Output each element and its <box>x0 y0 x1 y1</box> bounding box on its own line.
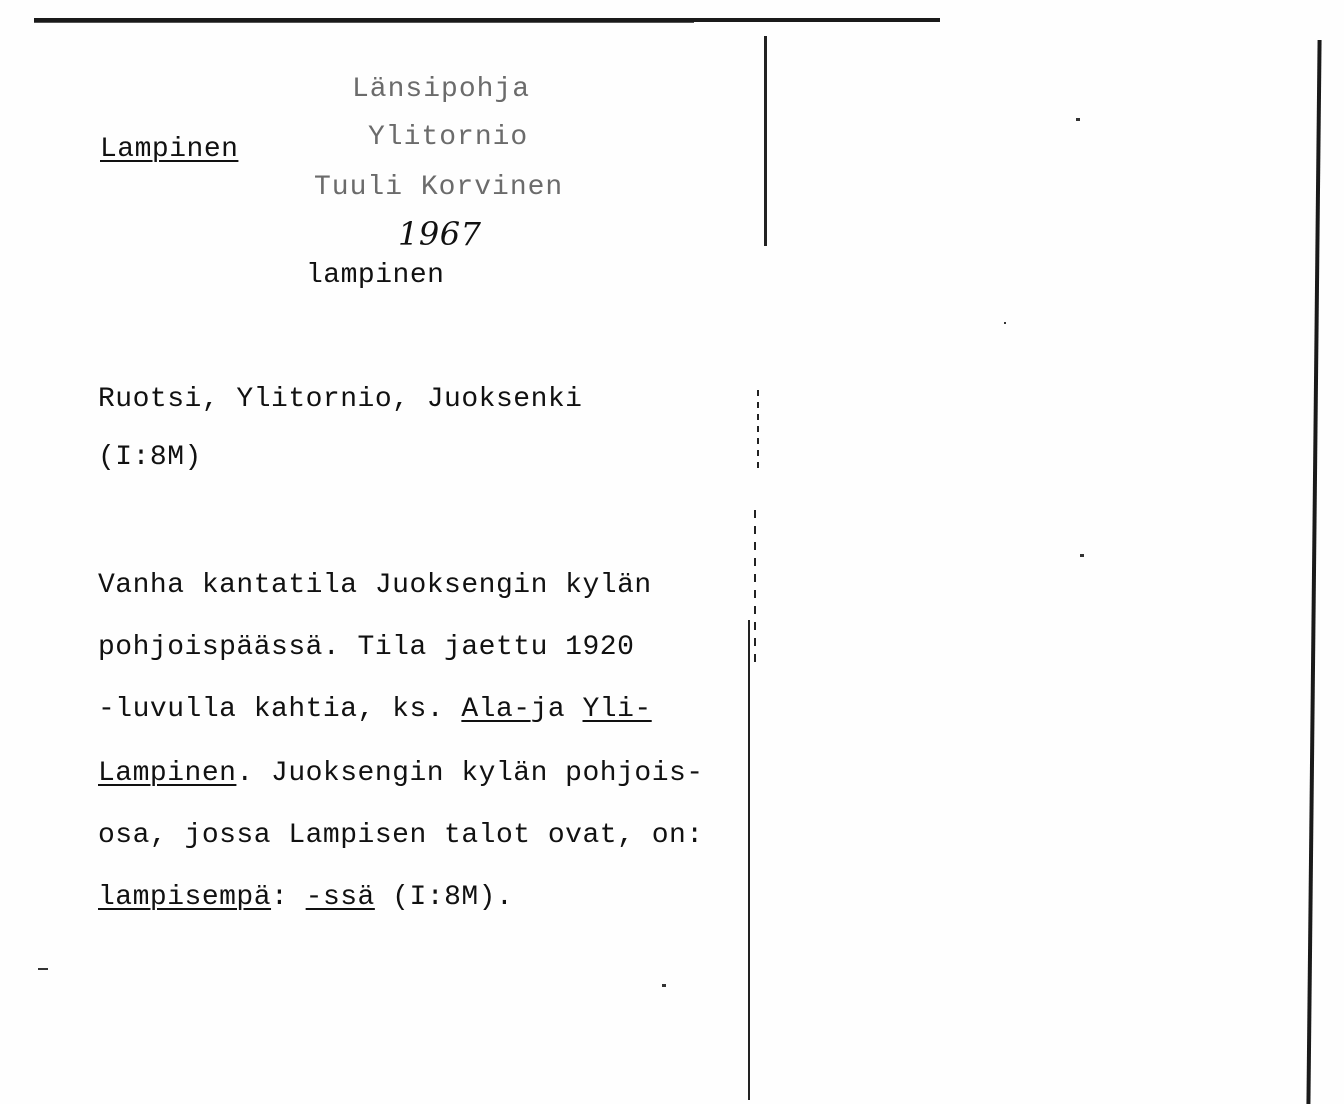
middle-divider-dashed <box>757 390 759 470</box>
body-line-6-colon: : <box>271 882 306 913</box>
body-line-6-rest: (I:8M). <box>374 882 514 913</box>
case-ending: -ssä <box>305 882 375 913</box>
body-line-3-mid: ja <box>530 694 583 725</box>
body-line-6 <box>98 882 513 914</box>
collector: Tuuli Korvinen <box>314 172 564 203</box>
middle-divider-upper <box>764 36 767 246</box>
speck <box>662 984 666 987</box>
body-line-5: osa, jossa Lampisen talot ovat, on: <box>98 820 704 851</box>
region: Länsipohja <box>352 74 531 105</box>
crossref-yli: Yli- <box>582 694 652 725</box>
year: 1967 <box>398 215 482 253</box>
top-rule-shadow <box>34 22 694 23</box>
headword: Lampinen <box>100 134 239 165</box>
middle-divider-dashed-2 <box>754 510 756 670</box>
source-code: (I:8M) <box>98 442 202 473</box>
body-line-3 <box>98 694 652 726</box>
speck <box>38 968 48 970</box>
right-edge-line <box>1306 40 1321 1104</box>
body-line-4 <box>98 758 704 790</box>
parish: Ylitornio <box>368 122 529 153</box>
location: Ruotsi, Ylitornio, Juoksenki <box>98 384 583 415</box>
crossref-lampinen: Lampinen <box>98 758 237 789</box>
body-line-2: pohjoispäässä. Tila jaettu 1920 <box>98 632 635 663</box>
body-line-1: Vanha kantatila Juoksengin kylän <box>98 570 652 601</box>
body-line-4-rest: . Juoksengin kylän pohjois- <box>236 758 704 789</box>
crossref-ala: Ala- <box>461 694 531 725</box>
body-line-3-text: -luvulla kahtia, ks. <box>98 694 462 725</box>
speck <box>1076 118 1080 121</box>
speck <box>1080 554 1084 557</box>
placename-form: lampisempä <box>98 882 272 913</box>
speck <box>1004 322 1006 324</box>
form: lampinen <box>306 260 445 291</box>
middle-divider-lower <box>748 620 750 1100</box>
